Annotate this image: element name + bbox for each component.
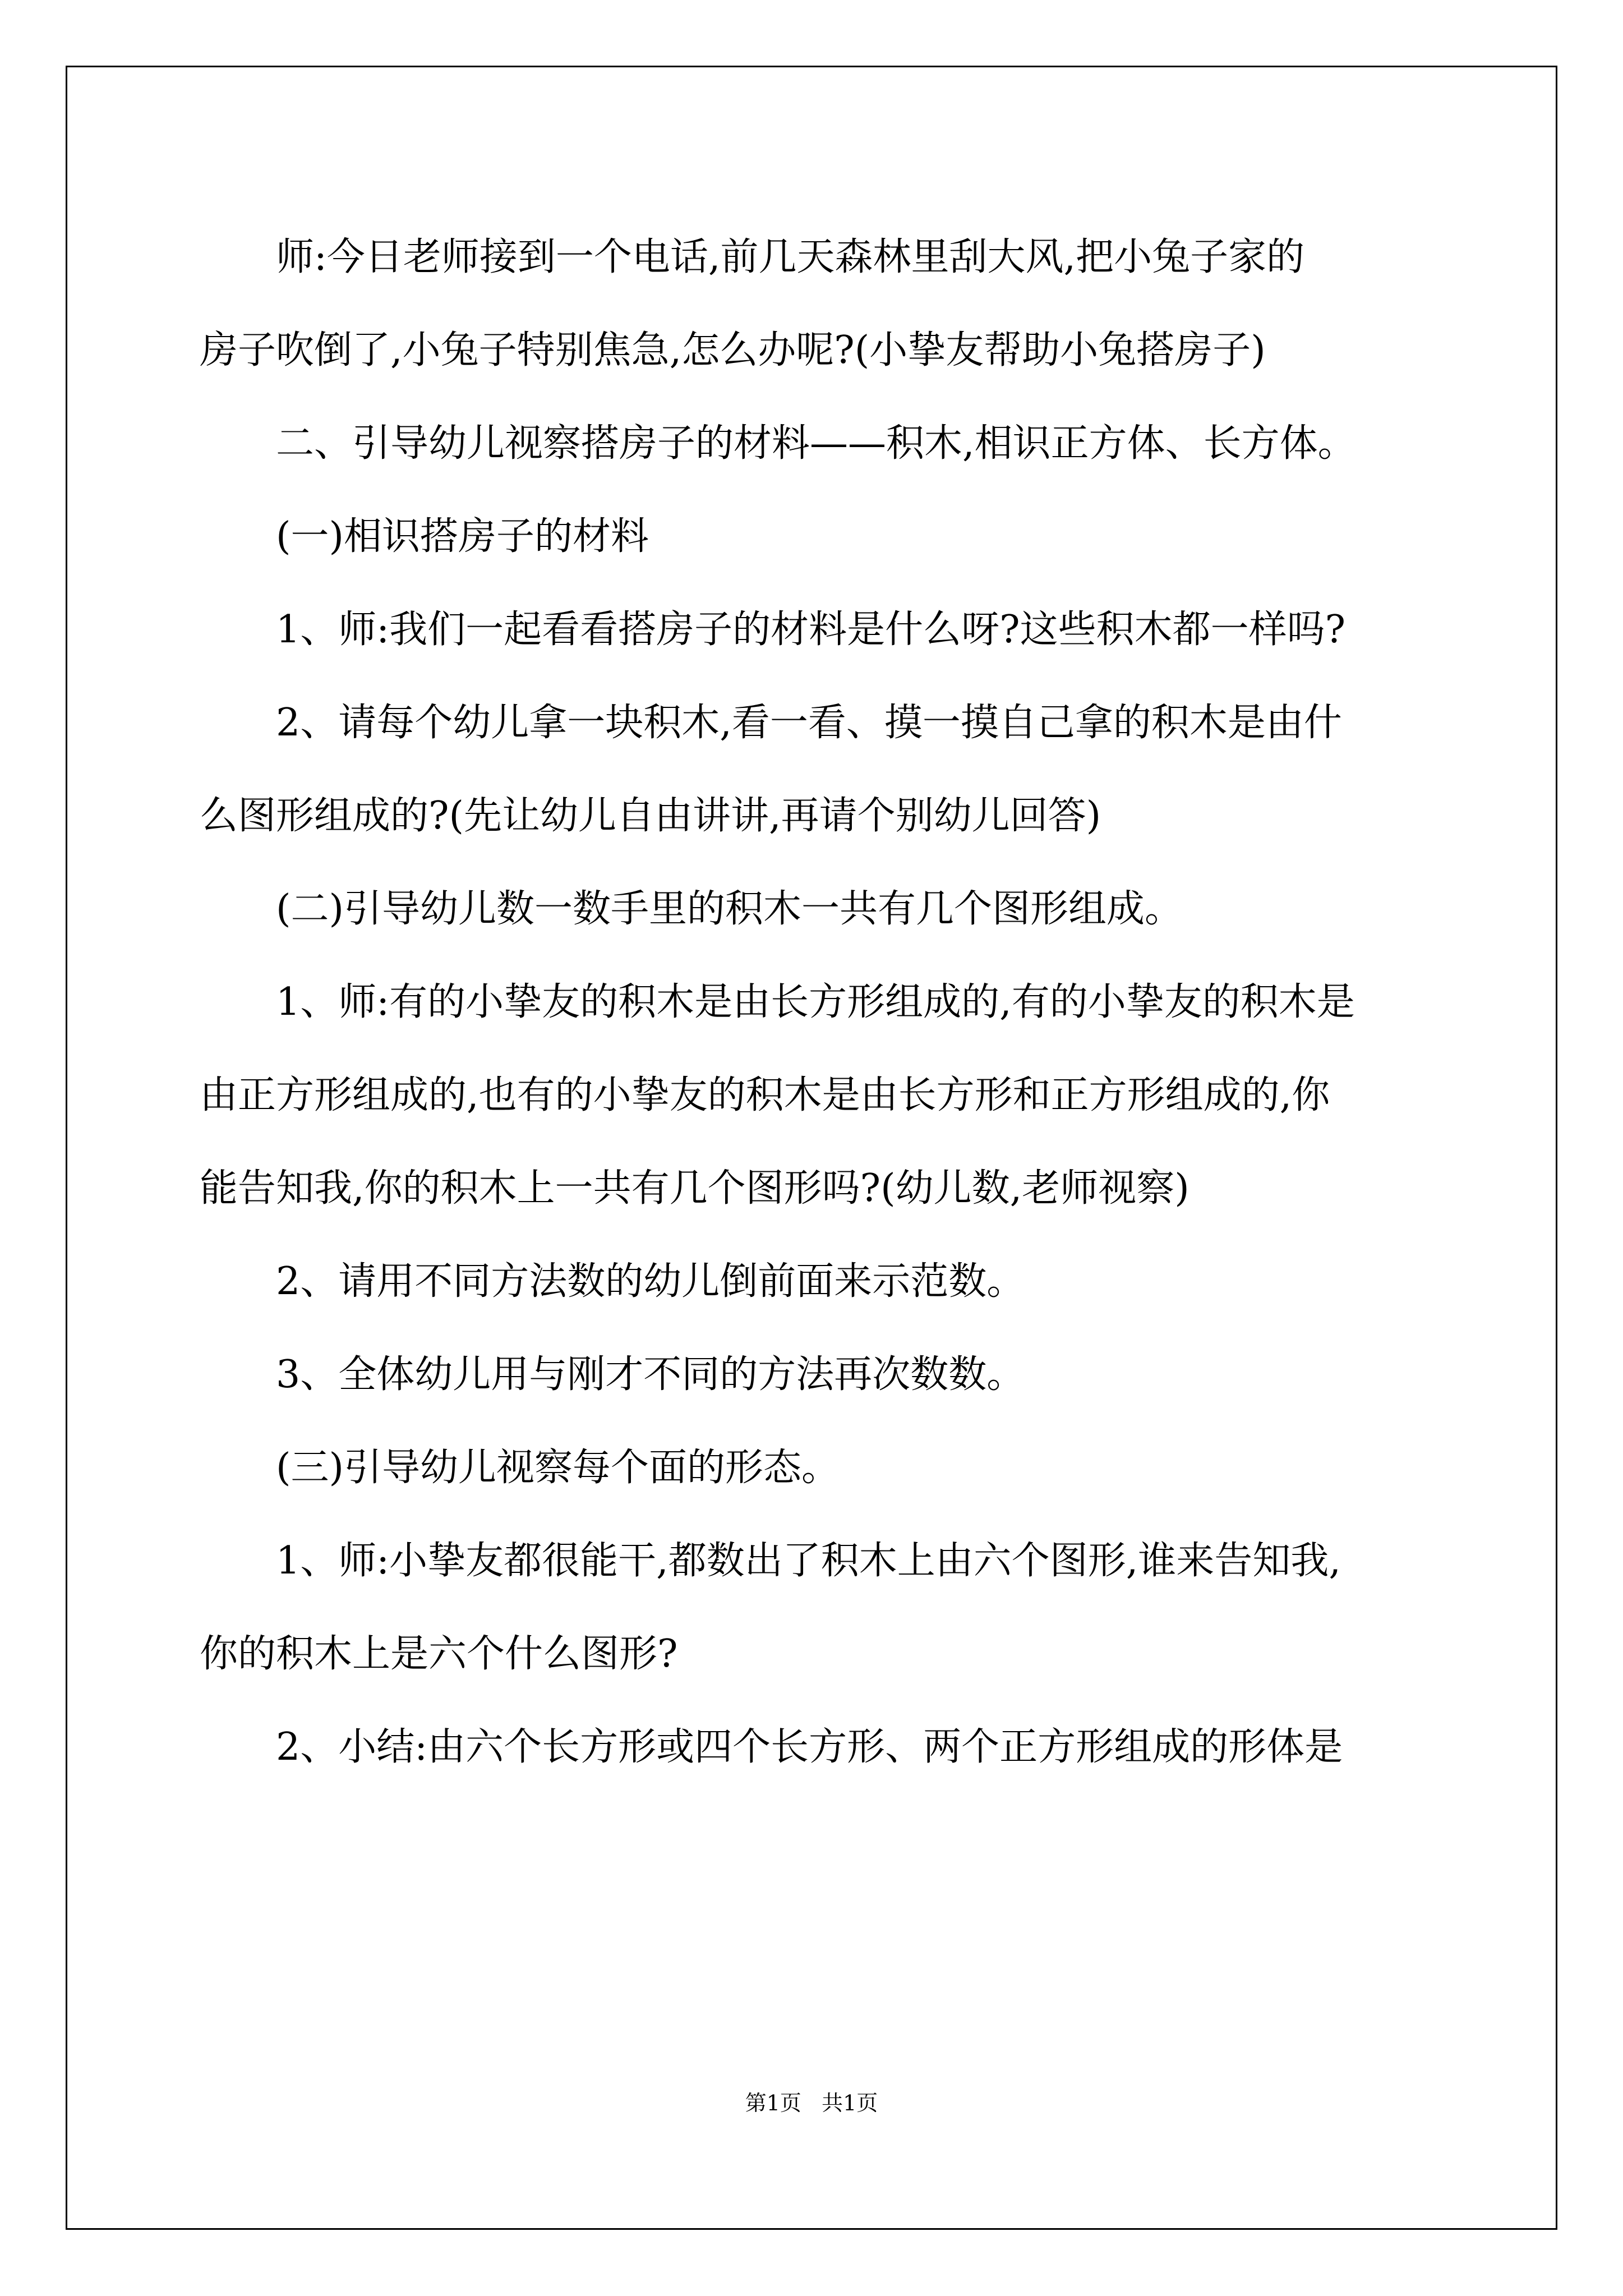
subsection-heading-2: (二)引导幼儿数一数手里的积木一共有几个图形组成。 xyxy=(276,887,1183,931)
paragraph-line-2: 房子吹倒了,小兔子特别焦急,怎么办呢?(小挚友帮助小兔搭房子) xyxy=(200,328,1266,372)
paragraph-line-13: 3、全体幼儿用与刚才不同的方法再次数数。 xyxy=(276,1352,1025,1397)
paragraph-line-15: 1、师:小挚友都很能干,都数出了积木上由六个图形,谁来告知我, xyxy=(276,1539,1341,1583)
section-heading-2: 二、引导幼儿视察搭房子的材料——积木,相识正方体、长方体。 xyxy=(276,421,1356,466)
paragraph-line-16: 你的积木上是六个什么图形? xyxy=(200,1632,678,1676)
paragraph-line-7: 么图形组成的?(先让幼儿自由讲讲,再请个别幼儿回答) xyxy=(200,794,1101,838)
paragraph-line-9: 1、师:有的小挚友的积木是由长方形组成的,有的小挚友的积木是 xyxy=(276,980,1355,1024)
paragraph-line-6: 2、请每个幼儿拿一块积木,看一看、摸一摸自己拿的积木是由什 xyxy=(276,701,1342,745)
paragraph-line-17: 2、小结:由六个长方形或四个长方形、两个正方形组成的形体是 xyxy=(276,1725,1343,1769)
subsection-heading-3: (三)引导幼儿视察每个面的形态。 xyxy=(276,1446,840,1490)
page-footer: 第1页 共1页 xyxy=(745,2091,878,2115)
paragraph-line-1: 师:今日老师接到一个电话,前几天森林里刮大风,把小兔子家的 xyxy=(276,235,1305,279)
paragraph-line-12: 2、请用不同方法数的幼儿倒前面来示范数。 xyxy=(276,1259,1025,1304)
subsection-heading-1: (一)相识搭房子的材料 xyxy=(276,514,649,559)
document-body xyxy=(200,211,1490,1794)
paragraph-line-11: 能告知我,你的积木上一共有几个图形吗?(幼儿数,老师视察) xyxy=(200,1166,1189,1211)
paragraph-line-5: 1、师:我们一起看看搭房子的材料是什么呀?这些积木都一样吗? xyxy=(276,608,1346,652)
paragraph-line-10: 由正方形组成的,也有的小挚友的积木是由长方形和正方形组成的,你 xyxy=(200,1073,1330,1117)
